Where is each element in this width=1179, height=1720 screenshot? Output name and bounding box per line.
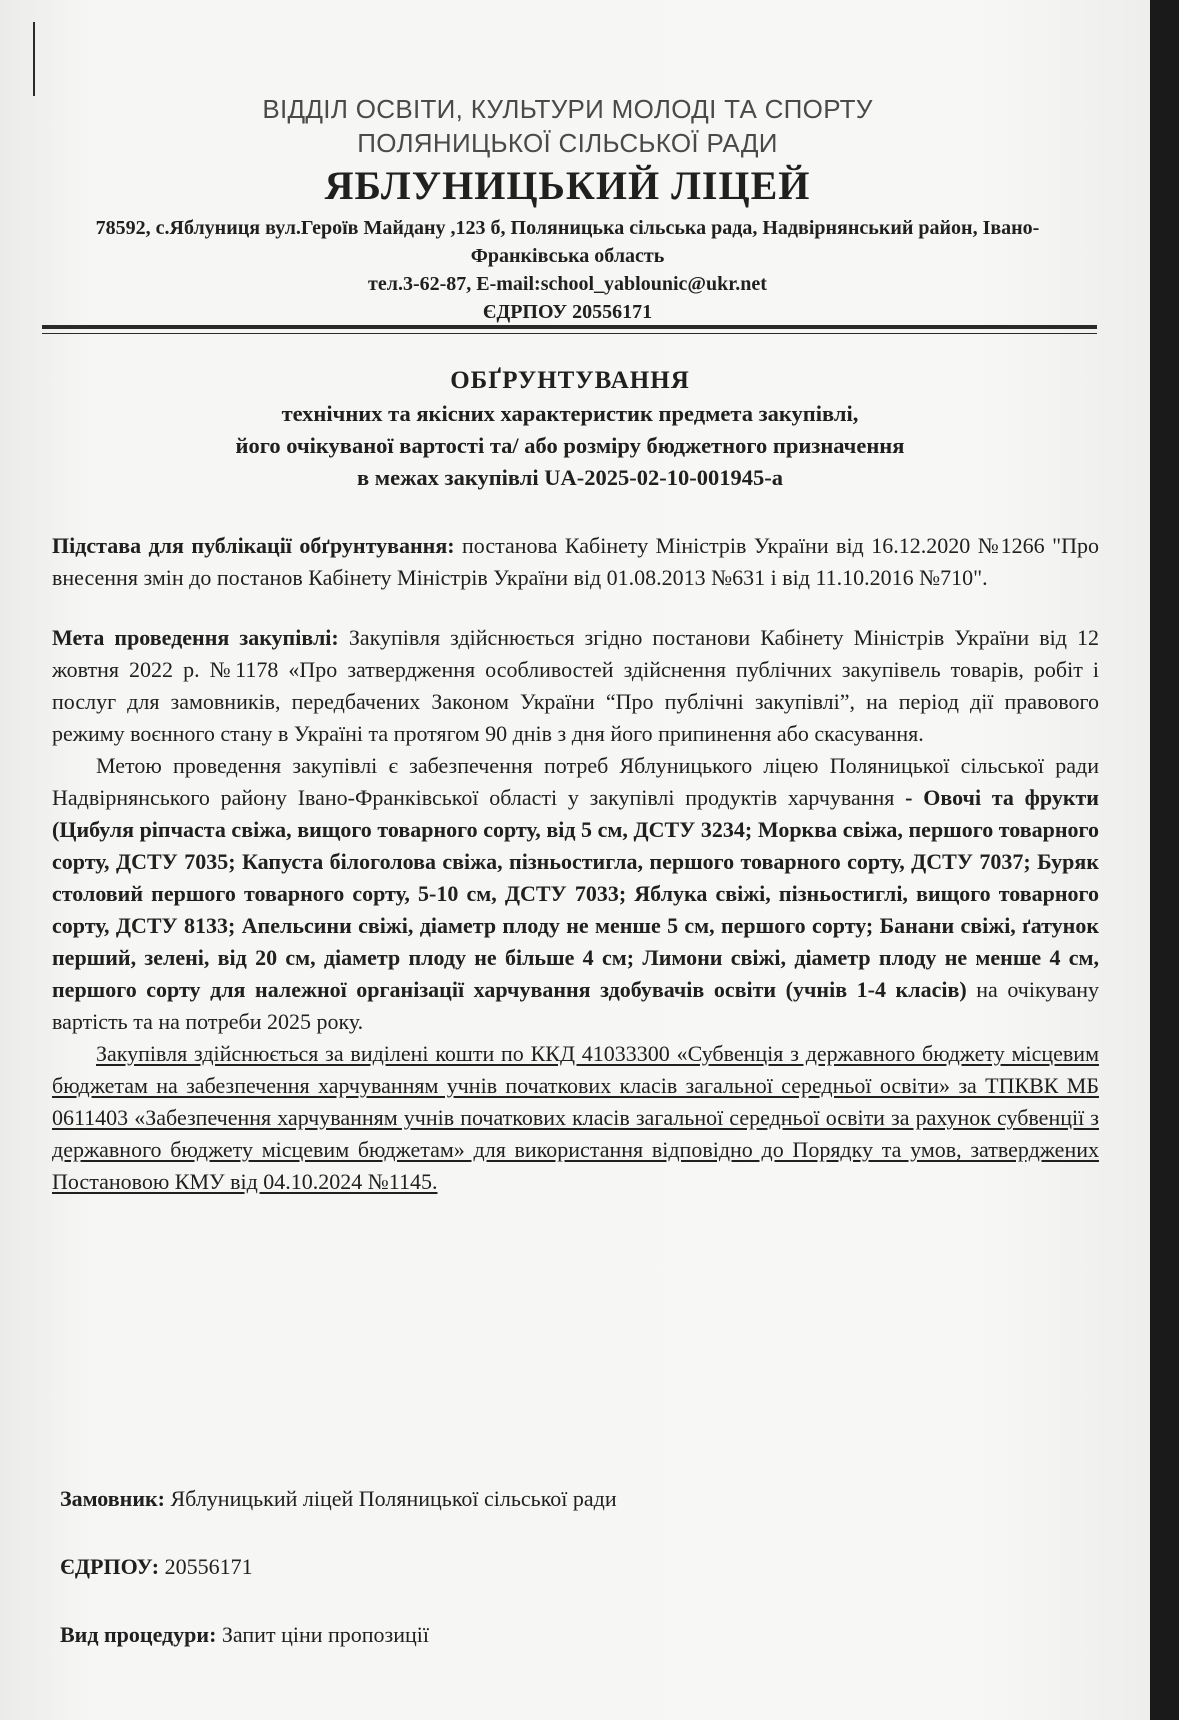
header-divider-thin [42, 333, 1097, 334]
letterhead [40, 92, 1095, 326]
margin-mark [33, 22, 35, 96]
title-sub-3: в межах закупівлі UA-2025-02-10-001945-а [357, 465, 783, 490]
field-value: 20556171 [159, 1554, 253, 1579]
field-edrpou [60, 1554, 253, 1580]
goal-intro: Метою проведення закупівлі є забезпечення потреб Яблуницького ліцею Поляницької сільської ради Надвірнянського району Івано-Франківської області у закупівлі продуктів харчування [52, 753, 1099, 810]
purpose-text: Закупівля здійснюється згідно постанови Кабінету Міністрів України від 12 жовтня 2022 р. №1178 «Про затвердження особливостей здійснення публічних закупівель товарів, робіт і послуг для замовників, передбачених Законом України “Про публічні закупівлі”, на період дії правового режиму воєнного стану в Україні та протягом 90 днів з дня його припинення або скасування. [52, 625, 1100, 746]
goal-items: - Овочі та фрукти (Цибуля ріпчаста свіжа, вищого товарного сорту, від 5 см, ДСТУ 3234; Морква свіжа, першого товарного сорту, ДСТУ 7035; Капуста білоголова свіжа, пізньостигла, першого товарного сорту, ДСТУ 7037; Буряк столовий першого товарного сорту, 5-10 см, ДСТУ 7033; Яблука свіжі, пізньостиглі, вищого товарного сорту, ДСТУ 8133; Апельсини свіжі, діаметр плоду не менше 5 см, першого сорту; Банани свіжі, ґатунок перший, зелені, від 20 см, діаметр плоду не більше 4 см; Лимони свіжі, діаметр плоду не менше 4 см, першого сорту для належної організації харчування здобувачів освіти (учнів 1-4 класів) [52, 785, 1099, 1002]
document-title [100, 364, 1040, 494]
purpose-label: Мета проведення закупівлі: [52, 625, 339, 650]
school-edrpou: ЄДРПОУ 20556171 [482, 301, 653, 323]
title-sub-2: його очікуваної вартості та/ або розміру бюджетного призначення [235, 433, 905, 458]
header-divider [42, 325, 1097, 329]
council-name: ПОЛЯНИЦЬКОЇ СІЛЬСЬКОЇ РАДИ [357, 128, 778, 158]
basis-label: Підстава для публікації обґрунтування: [52, 533, 455, 558]
field-label: Вид процедури: [60, 1622, 217, 1647]
title-sub-1: технічних та якісних характеристик предмета закупівлі, [281, 401, 859, 426]
field-customer [60, 1486, 617, 1512]
field-label: ЄДРПОУ: [60, 1554, 160, 1579]
basis-text: постанова Кабінету Міністрів України від 16.12.2020 №1266 "Про внесення змін до постанов Кабінету Міністрів України від 01.08.2013 №631 і від 11.10.2016 №710". [52, 533, 1099, 590]
field-value: Яблуницький ліцей Поляницької сільської ради [165, 1486, 617, 1511]
field-label: Замовник: [60, 1486, 165, 1511]
document-body [52, 530, 1099, 1198]
title-main: ОБҐРУНТУВАННЯ [450, 367, 690, 394]
basis-paragraph [52, 530, 1099, 594]
funding-paragraph: Закупівля здійснюється за виділені кошти по ККД 41033300 «Субвенція з державного бюджету місцевим бюджетам на забезпечення харчуванням учнів початкових класів загальної середньої освіти» за ТПКВК МБ 0611403 «Забезпечення харчуванням учнів початкових класів загальної середньої освіти за рахунок субвенції з державного бюджету місцевим бюджетам» для використання відповідно до Порядку та умов, затверджених Постановою КМУ від 04.10.2024 №1145. [52, 1041, 1099, 1194]
field-procedure [60, 1622, 429, 1648]
school-name: ЯБЛУНИЦЬКИЙ ЛІЦЕЙ [324, 163, 811, 208]
department-name: ВІДДІЛ ОСВІТИ, КУЛЬТУРИ МОЛОДІ ТА СПОРТУ [262, 94, 873, 124]
goal-outro: на очікувану вартість та на потреби 2025 року. [52, 977, 1099, 1034]
purpose-paragraph [52, 622, 1099, 750]
goal-paragraph [52, 750, 1099, 1038]
field-value: Запит ціни пропозиції [216, 1622, 430, 1647]
school-address: 78592, с.Яблуниця вул.Героїв Майдану ,123 б, Поляницька сільська рада, Надвірнянський район, Івано-Франківська область [95, 217, 1040, 267]
school-contacts: тел.3-62-87, E-mail:school_yablounic@ukr.net [368, 273, 767, 295]
